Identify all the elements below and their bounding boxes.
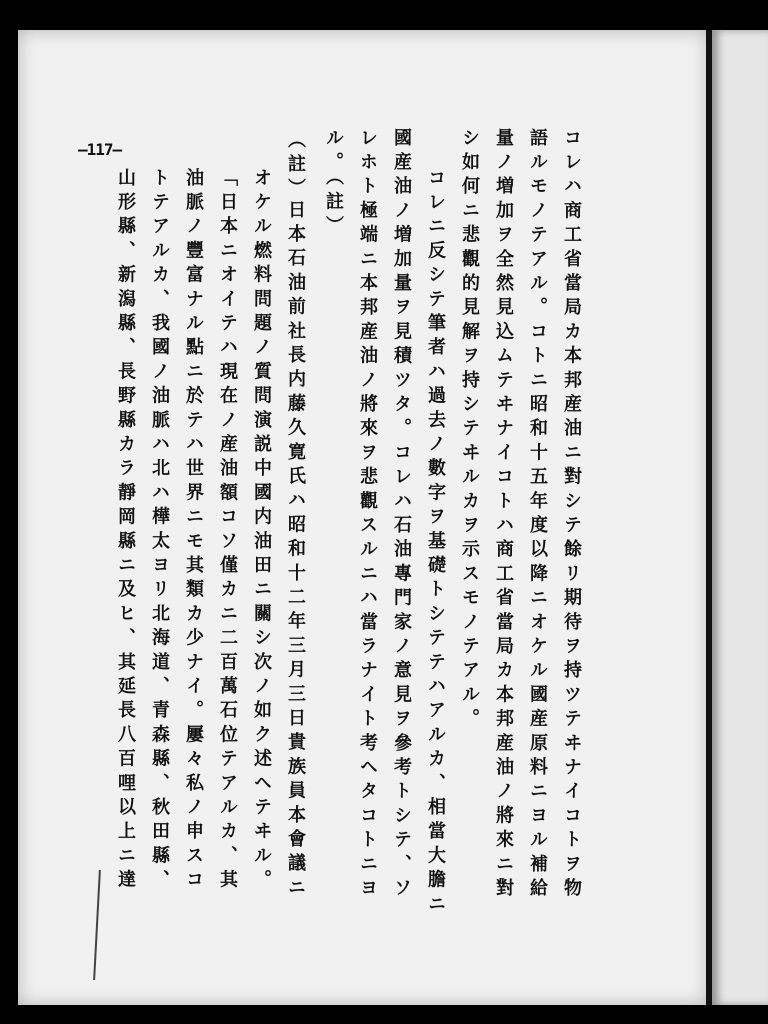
text-column-7: レホト極端ニ本邦産油ノ將來ヲ悲觀スルニハ當ラナイト考ヘタコトニヨ (357, 128, 378, 903)
text-column-3: 量ノ増加ヲ全然見込ムテヰナイコトハ商工省當局カ本邦産油ノ將來ニ對 (493, 128, 514, 903)
page-number: —117— (78, 140, 122, 159)
footnote-column-1: 日本石油前社長内藤久寛氏ハ昭和十二年三月三日貴族員本會議ニ (285, 200, 306, 902)
text-column-6: 國産油ノ増加量ヲ見積ツタ。コレハ石油專門家ノ意見ヲ參考トシテ、ソ (391, 128, 412, 903)
text-column-2: 語ルモノテアル。コトニ昭和十五年度以降ニオケル國産原料ニヨル補給 (527, 128, 548, 903)
text-column-4: シ如何ニ悲觀的見解ヲ持シテヰルカヲ示スモノテアル。 (459, 128, 480, 733)
footnote-column-6: 山形縣、新潟縣、長野縣カラ靜岡縣ニ及ヒ、其延長八百哩以上ニ達 (115, 168, 136, 894)
footnote-column-5: トテアルカ、我國ノ油脈ハ北ハ樺太ヨリ北海道、青森縣、秋田縣、 (149, 168, 170, 894)
footnote-column-3: 「日本ニオイテハ現在ノ産油額コソ僅カニ二百萬石位テアルカ、其 (217, 168, 238, 894)
footnote-label: （註） (285, 130, 306, 203)
text-column-5: コレニ反シテ筆者ハ過去ノ數字ヲ基礎トシテテハアルカ、相當大膽ニ (425, 168, 446, 919)
text-column-1: コレハ商工省當局カ本邦産油ニ對シテ餘リ期待ヲ持ツテヰナイコトヲ物 (561, 128, 582, 903)
footnote-column-4: 油脈ノ豐富ナル點ニ於テハ世界ニモ其類カ少ナイ。屢々私ノ申スコ (183, 168, 204, 894)
text-column-8: ル。（註） (323, 128, 344, 240)
footnote-column-2: オケル燃料問題ノ質問演説中國内油田ニ關シ次ノ如ク述ヘテヰル。 (251, 168, 272, 895)
right-page-edge (712, 30, 768, 1005)
